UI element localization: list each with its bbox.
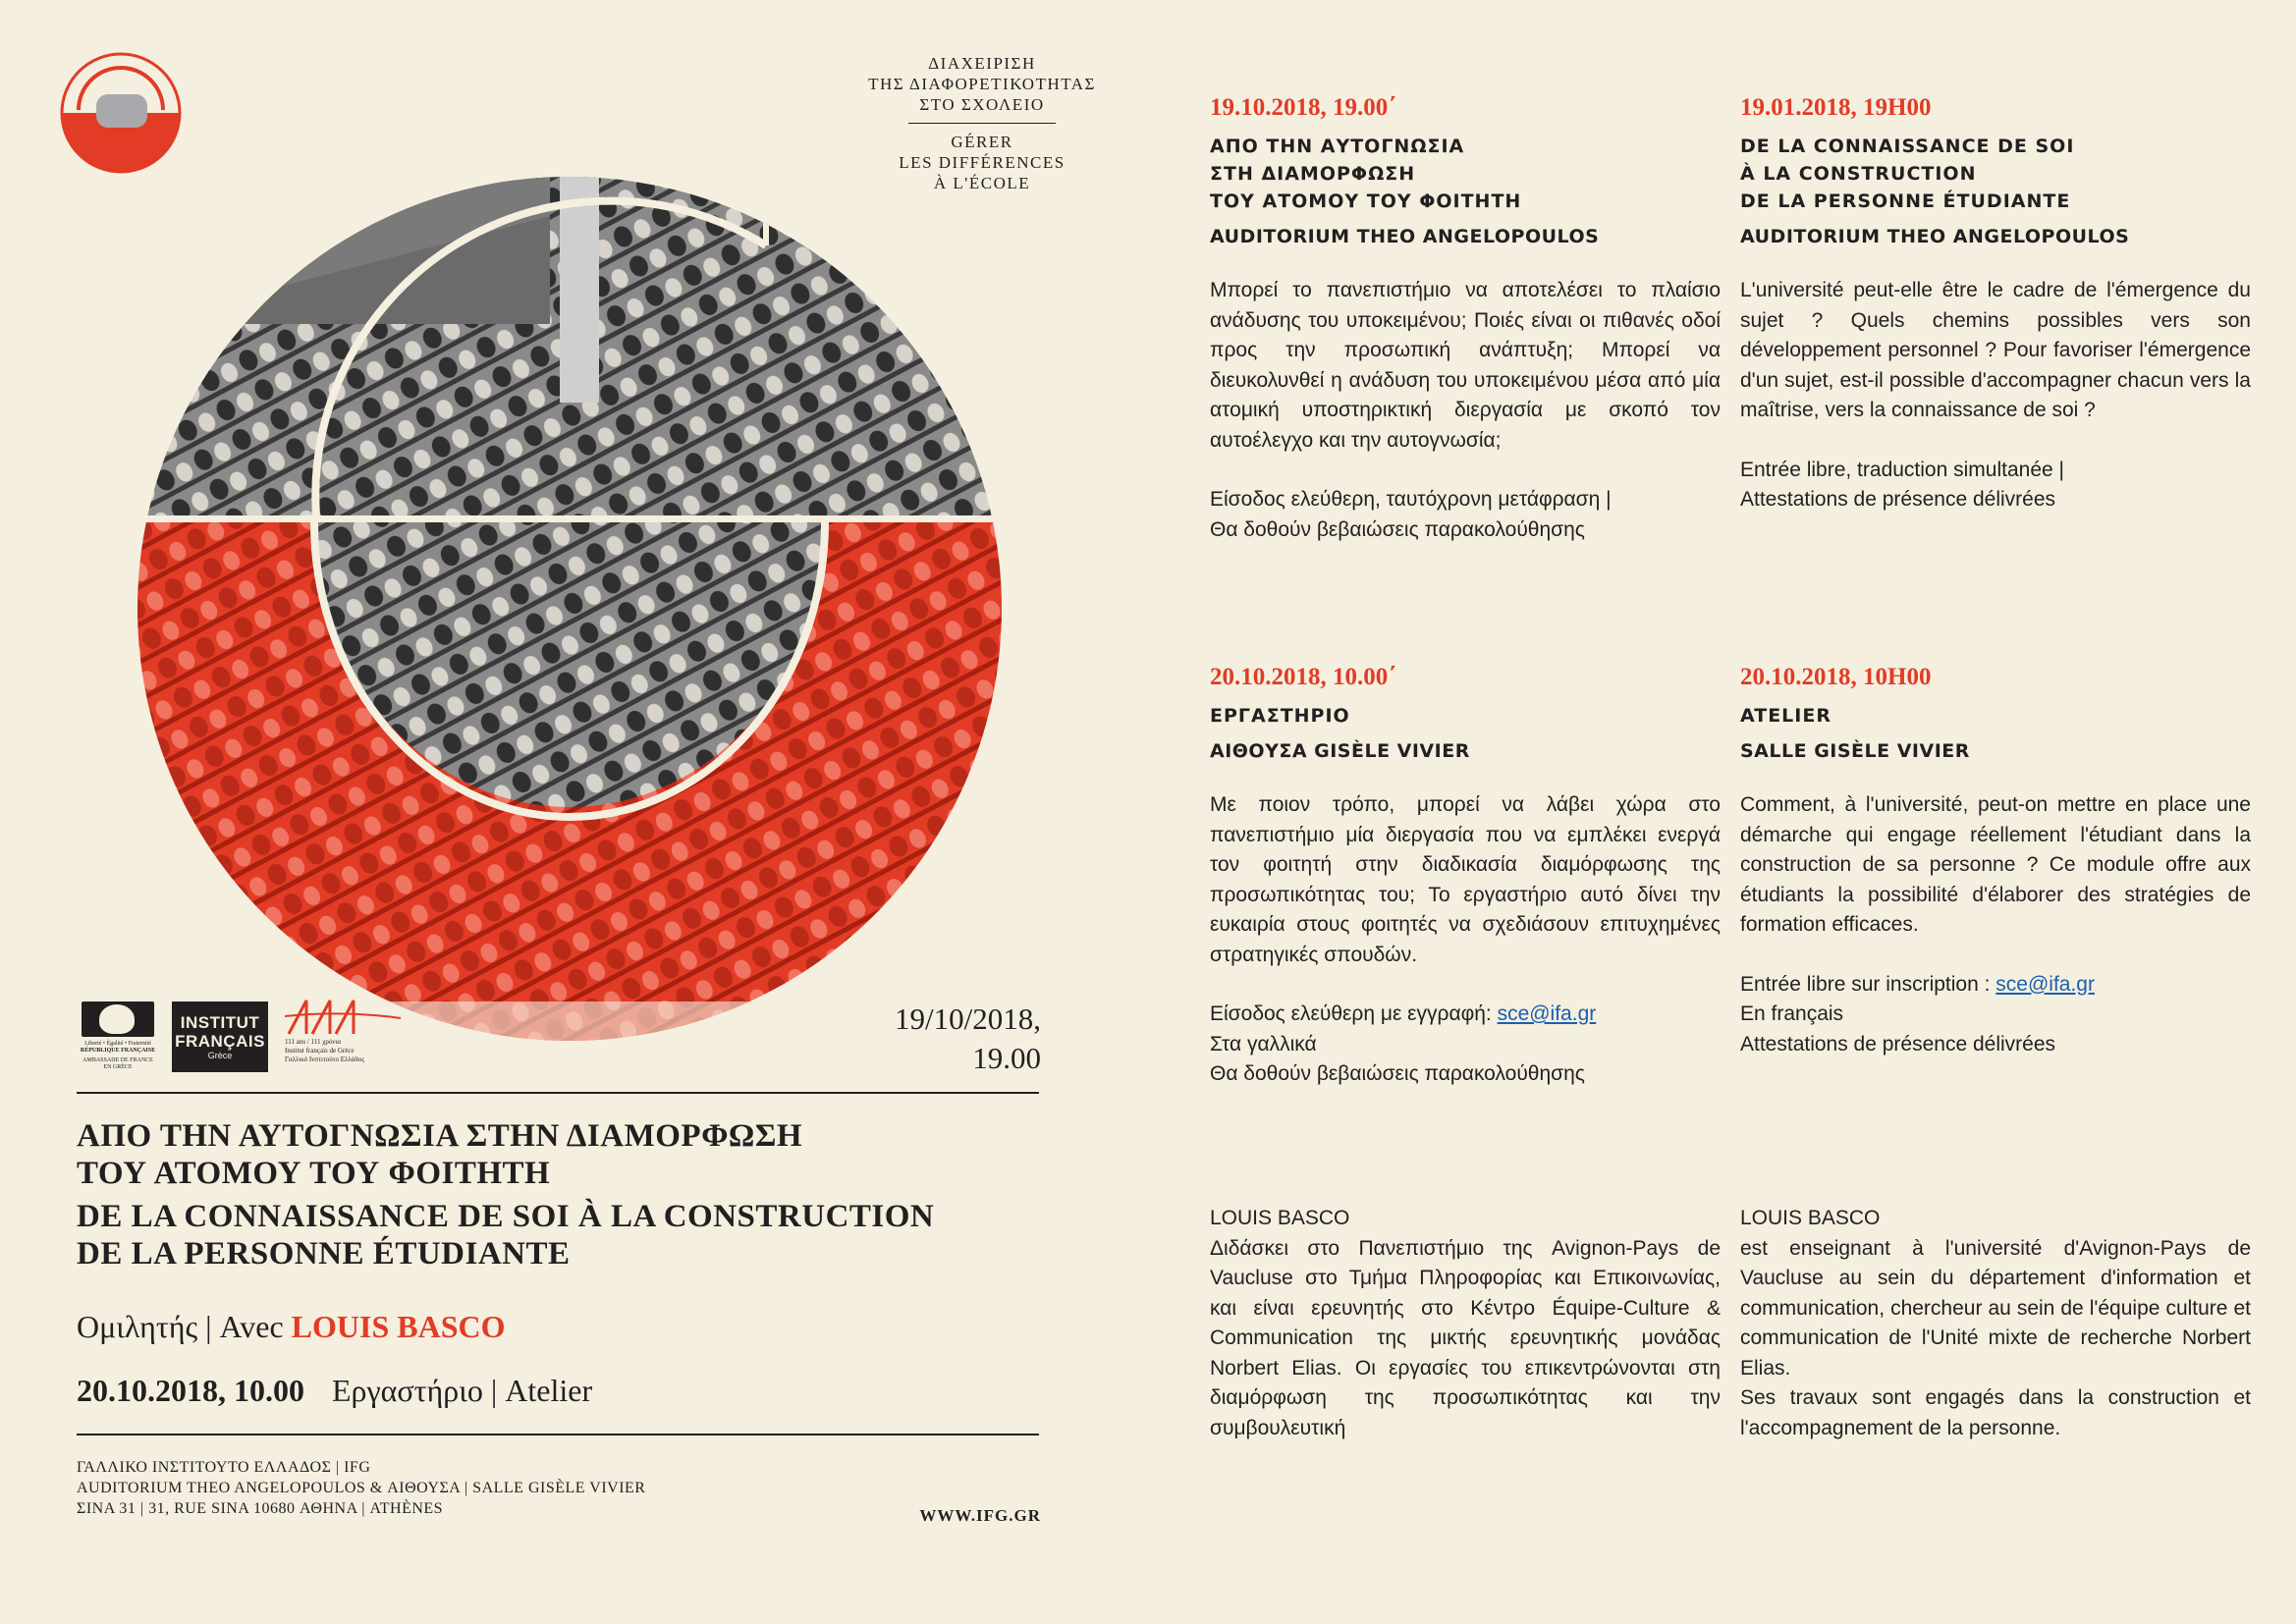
speaker-label: Ομιλητής | Avec (77, 1309, 284, 1344)
event-note: Entrée libre sur inscription : (1740, 972, 1996, 996)
event-title: DE LA CONNAISSANCE DE SOI (1740, 135, 2075, 157)
series-french-line: LES DIFFÉRENCES (899, 153, 1066, 172)
ifg-name: Institut français de Grèce (285, 1047, 355, 1055)
bio-fr (1740, 1204, 2251, 1443)
event-date: 19.01.2018, 19H00 (1740, 94, 1932, 121)
event-title: ΑΠΟ ΤΗΝ ΑΥΤΟΓΝΩΣΙΑ (1210, 135, 1465, 157)
bio-gr (1210, 1204, 1721, 1443)
event-date: 19.10.2018, 19.00΄ (1210, 94, 1396, 121)
event-fr-1 (1740, 93, 2251, 515)
workshop-line (77, 1373, 592, 1409)
institut-country: Grèce (207, 1051, 233, 1060)
series-greek-line: ΣΤΟ ΣΧΟΛΕΙΟ (919, 95, 1045, 114)
main-date (776, 1000, 1041, 1078)
series-greek-line: ΤΗΣ ΔΙΑΦΟΡΕΤΙΚΟΤΗΤΑΣ (868, 75, 1096, 93)
main-date-time: 19.00 (972, 1041, 1041, 1075)
bio-text: Ses travaux sont engagés dans la construction et l'accompagnement de la personne. (1740, 1386, 2251, 1439)
bio-name: LOUIS BASCO (1740, 1207, 1881, 1229)
ambassade-line: AMBASSADE DE FRANCE (82, 1057, 153, 1063)
ifg-name-greek: Γαλλικό Ινστιτούτο Ελλάδος (285, 1056, 365, 1063)
speaker-line (77, 1309, 506, 1345)
ifg-logo (57, 49, 185, 177)
event-gr-2 (1210, 663, 1721, 1090)
series-french-line: GÉRER (951, 133, 1013, 151)
series-greek-line: ΔΙΑΧΕΙΡΙΣΗ (928, 54, 1036, 73)
republique-motto: Liberté • Égalité • Fraternité (84, 1041, 151, 1047)
event-title: À LA CONSTRUCTION (1740, 163, 1977, 185)
event-note: Είσοδος ελεύθερη, ταυτόχρονη μετάφραση | (1210, 488, 1612, 511)
institut-line: INSTITUT (180, 1013, 260, 1032)
event-note: Entrée libre, traduction simultanée | (1740, 458, 2064, 481)
event-titles (77, 1117, 1059, 1272)
divider-bottom (77, 1434, 1039, 1435)
event-note: Attestations de présence délivrées (1740, 1032, 2056, 1056)
bio-text: est enseignant à l'université d'Avignon-Pays de Vaucluse au sein du département d'information et communication, chercheur au sein de l'équipe culture et communication de l'Unité mixte de recherche Norbert Elias. (1740, 1236, 2251, 1380)
series-title (845, 53, 1120, 193)
event-venue: AUDITORIUM THEO ANGELOPOULOS (1210, 226, 1600, 247)
bio-name: LOUIS BASCO (1210, 1207, 1350, 1229)
event-description: Μπορεί το πανεπιστήμιο να αποτελέσει το πλαίσιο ανάδυσης του υποκειμένου; Ποιές είναι οι πιθανές οδοί προς την προσωπική ανάπτυξη; Μπορεί να διευκολυνθεί η ανάδυση του υποκειμένου μέσα από μία ατομική υποστηρικτική διεργασία με σκοπό τον αυτοέλεγχο και την αυτογνωσία; (1210, 279, 1721, 452)
ambassade-line: EN GRÈCE (103, 1064, 133, 1070)
email-link[interactable]: sce@ifa.gr (1995, 972, 2095, 996)
partner-logos (79, 992, 511, 1080)
lecture-hall-photo (137, 177, 1002, 1041)
event-venue: SALLE GISÈLE VIVIER (1740, 740, 1970, 762)
event-gr-1 (1210, 93, 1721, 545)
event-title: ΤΟΥ ΑΤΟΜΟΥ ΤΟΥ ΦΟΙΤΗΤΗ (1210, 190, 1522, 212)
republique-name: RÉPUBLIQUE FRANÇAISE (80, 1048, 156, 1054)
event-title: DE LA PERSONNE ÉTUDIANTE (1740, 190, 2071, 212)
event-venue: ΑΙΘΟΥΣΑ GISÈLE VIVIER (1210, 740, 1470, 762)
institut-line: FRANÇAIS (175, 1032, 265, 1051)
event-note: En français (1740, 1002, 1844, 1025)
title-greek: ΤΟΥ ΑΤΟΜΟΥ ΤΟΥ ΦΟΙΤΗΤΗ (77, 1156, 551, 1191)
event-fr-2 (1740, 663, 2251, 1059)
institut-francais-logo (172, 1001, 268, 1072)
workshop-date: 20.10.2018, 10.00 (77, 1373, 304, 1408)
divider-top (77, 1092, 1039, 1094)
republique-francaise-logo (79, 1001, 157, 1071)
event-date: 20.10.2018, 10H00 (1740, 664, 1932, 690)
event-description: L'université peut-elle être le cadre de l'émergence du sujet ? Quels chemins possibles vers son développement personnel ? Pour favoriser l'émergence d'un sujet, est-il possible d'accompagner chacun vers la maîtrise, vers la connaissance de soi ? (1740, 279, 2251, 421)
event-note: Στα γαλλικά (1210, 1032, 1317, 1056)
email-link[interactable]: sce@ifa.gr (1497, 1002, 1597, 1025)
event-note: Είσοδος ελεύθερη με εγγραφή: (1210, 1002, 1498, 1025)
event-description: Comment, à l'université, peut-on mettre en place une démarche qui engage réellement l'étudiant dans la construction de sa personne ? Ce module offre aux étudiants la possibilité d'élaborer des stratégies de formation efficaces. (1740, 793, 2251, 936)
title-french: DE LA PERSONNE ÉTUDIANTE (77, 1236, 571, 1272)
marianne-icon (82, 1001, 154, 1037)
title-french: DE LA CONNAISSANCE DE SOI À LA CONSTRUCTION (77, 1199, 935, 1234)
address-line: ΓΑΛΛΙΚΟ ΙΝΣΤΙΤΟΥΤΟ ΕΛΛΑΔΟΣ | IFG (77, 1459, 371, 1476)
ifg-111-mark-icon (285, 997, 403, 1038)
event-note: Θα δοθούν βεβαιώσεις παρακολούθησης (1210, 1062, 1585, 1085)
ifg-anniversary: 111 ans / 111 χρόνια (285, 1038, 342, 1046)
event-note: Attestations de présence délivrées (1740, 488, 2056, 511)
website-link[interactable]: WWW.IFG.GR (919, 1506, 1041, 1525)
ifg-111-logo (285, 997, 403, 1064)
event-note: Θα δοθούν βεβαιώσεις παρακολούθησης (1210, 517, 1585, 541)
speaker-name: LOUIS BASCO (291, 1309, 506, 1344)
series-divider (908, 123, 1056, 124)
event-description: Με ποιον τρόπο, μπορεί να λάβει χώρα στο πανεπιστήμιο μία διεργασία που να εμπλέκει ενεργά τον φοιτητή στην διαδικασία διαμόρφωσης της προσωπικότητας του; Το εργαστήριο αυτό δίνει την ευκαιρία στους φοιτητές να σχεδιάσουν επιτυχημένες στρατηγικές σπουδών. (1210, 793, 1721, 966)
venue-address (77, 1457, 645, 1519)
event-title: ATELIER (1740, 705, 1831, 727)
series-french-line: À L'ÉCOLE (933, 174, 1031, 192)
workshop-label: Εργαστήριο | Atelier (332, 1373, 593, 1408)
event-date: 20.10.2018, 10.00΄ (1210, 664, 1396, 690)
bio-text: Διδάσκει στο Πανεπιστήμιο της Avignon-Pays de Vaucluse στο Τμήμα Πληροφορίας και Επικοινωνίας, και είναι ερευνητής στο Κέντρο Équipe-Culture & Communication της μικτής ερευνητικής μονάδας Norbert Elias. Οι εργασίες του επικεντρώνονται στη διαμόρφωση της προσωπικότητας και την συμβουλευτική (1210, 1236, 1721, 1439)
event-title: ΣΤΗ ΔΙΑΜΟΡΦΩΣΗ (1210, 163, 1416, 185)
event-venue: AUDITORIUM THEO ANGELOPOULOS (1740, 226, 2130, 247)
main-date-day: 19/10/2018, (895, 1001, 1041, 1036)
address-line: AUDITORIUM THEO ANGELOPOULOS & ΑΙΘΟΥΣΑ | SALLE GISÈLE VIVIER (77, 1480, 646, 1496)
title-greek: ΑΠΟ ΤΗΝ ΑΥΤΟΓΝΩΣΙΑ ΣΤΗΝ ΔΙΑΜΟΡΦΩΣΗ (77, 1118, 803, 1154)
address-line: ΣΙΝΑ 31 | 31, RUE SINA 10680 ΑΘΗΝΑ | ATHÈNES (77, 1500, 444, 1517)
event-title: ΕΡΓΑΣΤΗΡΙΟ (1210, 705, 1350, 727)
